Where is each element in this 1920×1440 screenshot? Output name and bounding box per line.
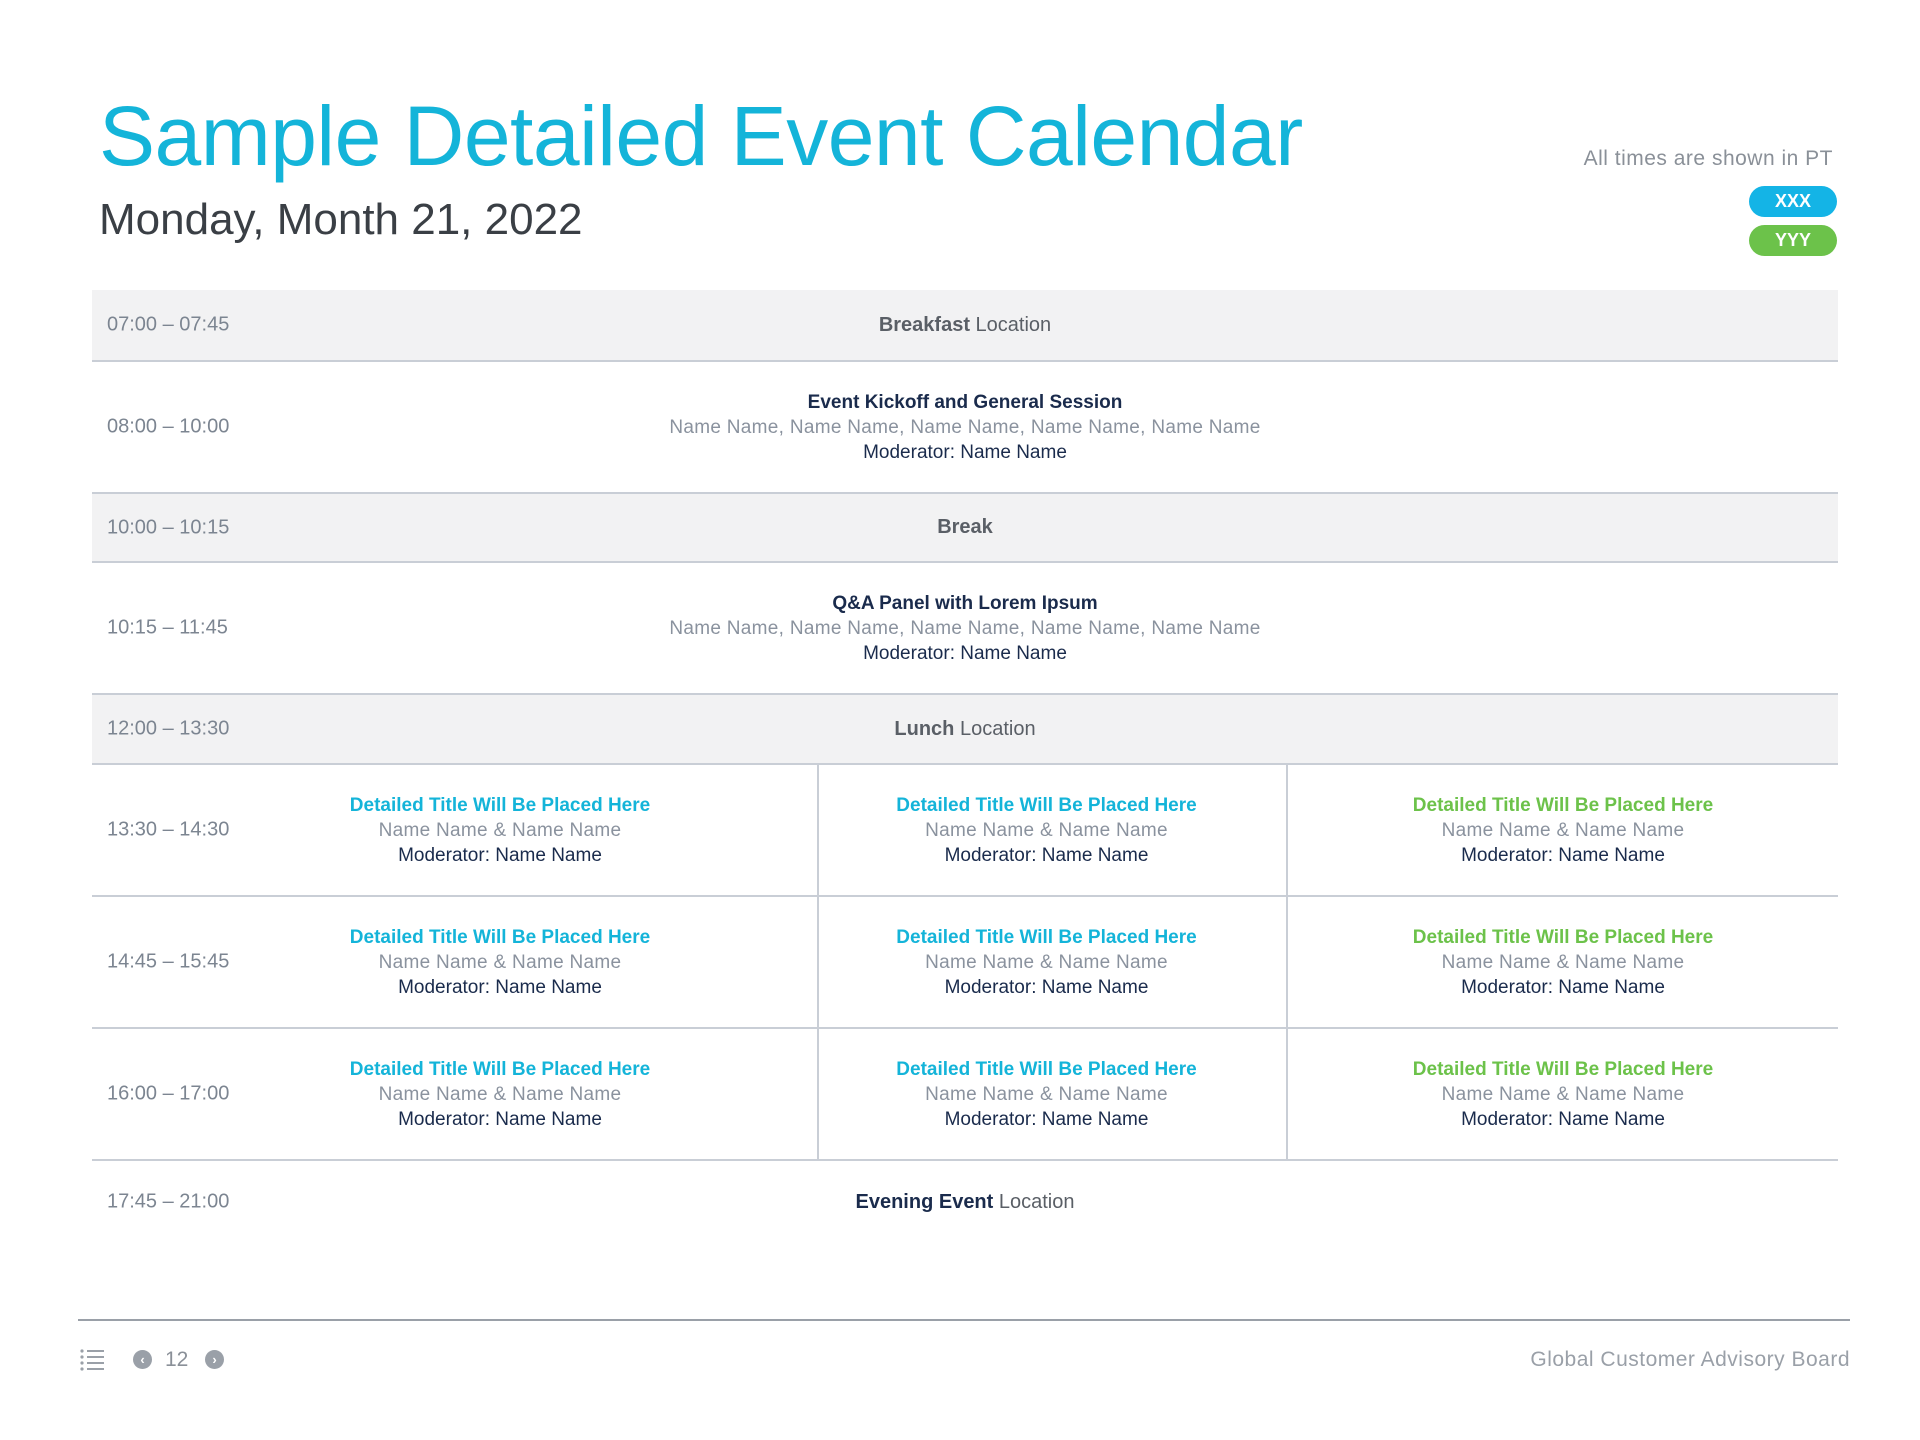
- chevron-left-icon[interactable]: ‹: [133, 1350, 152, 1369]
- session-moderator: Moderator: Name Name: [863, 441, 1067, 463]
- session-moderator: Moderator: Name Name: [944, 844, 1149, 866]
- session-moderator: Moderator: Name Name: [398, 976, 602, 998]
- session-title: Detailed Title Will Be Placed Here: [1412, 794, 1714, 816]
- session-title: Q&A Panel with Lorem Ipsum: [832, 592, 1098, 614]
- schedule-row-qa: [92, 563, 1838, 695]
- session-speakers: Name Name & Name Name: [925, 819, 1168, 841]
- session-block: [92, 591, 1838, 666]
- schedule-row-breakfast: [92, 290, 1838, 362]
- legend-badge-yyy: YYY: [1749, 225, 1837, 256]
- schedule-row-kickoff: [92, 362, 1838, 494]
- footer-brand: Global Customer Advisory Board: [1530, 1348, 1850, 1371]
- session-speakers: Name Name & Name Name: [1441, 1083, 1685, 1105]
- breakout-columns: [92, 1029, 1838, 1159]
- session-moderator: Moderator: Name Name: [944, 1108, 1149, 1130]
- session-speakers: Name Name & Name Name: [1441, 819, 1685, 841]
- breakout-session: [320, 897, 680, 1027]
- event-location: Location: [970, 313, 1052, 336]
- session-title: Event Kickoff and General Session: [807, 391, 1123, 413]
- event-name: Breakfast: [878, 313, 970, 336]
- breakout-session: [320, 765, 680, 895]
- session-title: Detailed Title Will Be Placed Here: [349, 794, 651, 816]
- breakout-session: [1288, 897, 1838, 1027]
- session-moderator: Moderator: Name Name: [398, 1108, 602, 1130]
- session-title: Detailed Title Will Be Placed Here: [1412, 1058, 1714, 1080]
- session-moderator: Moderator: Name Name: [1461, 1108, 1665, 1130]
- session-block: [92, 390, 1838, 465]
- time-slot: 14:45 – 15:45: [107, 950, 230, 973]
- row-content: [92, 515, 1838, 540]
- breakout-session: [1288, 765, 1838, 895]
- event-location: Location: [993, 1190, 1075, 1213]
- session-speakers: Name Name & Name Name: [1441, 951, 1685, 973]
- session-title: Detailed Title Will Be Placed Here: [349, 1058, 651, 1080]
- row-content: [92, 1190, 1838, 1215]
- time-slot: 08:00 – 10:00: [107, 415, 230, 438]
- session-title: Detailed Title Will Be Placed Here: [1412, 926, 1714, 948]
- time-slot: 13:30 – 14:30: [107, 818, 230, 841]
- breakout-session: [819, 765, 1274, 895]
- row-content: [92, 717, 1838, 742]
- time-slot: 17:45 – 21:00: [107, 1190, 230, 1213]
- breakout-session: [819, 897, 1274, 1027]
- menu-list-icon[interactable]: [79, 1348, 105, 1372]
- event-name: Evening Event: [855, 1190, 994, 1213]
- session-speakers: Name Name & Name Name: [925, 1083, 1168, 1105]
- event-date: Monday, Month 21, 2022: [99, 195, 583, 244]
- time-slot: 12:00 – 13:30: [107, 717, 230, 740]
- schedule-row-breakout-2: [92, 897, 1838, 1029]
- schedule-row-break: [92, 494, 1838, 563]
- session-moderator: Moderator: Name Name: [1461, 976, 1665, 998]
- session-title: Detailed Title Will Be Placed Here: [349, 926, 651, 948]
- session-title: Detailed Title Will Be Placed Here: [896, 1058, 1197, 1080]
- footer: [0, 1342, 1920, 1378]
- page-title: Sample Detailed Event Calendar: [99, 89, 1303, 183]
- time-slot: 10:00 – 10:15: [107, 516, 230, 538]
- session-speakers: Name Name, Name Name, Name Name, Name Name, Name Name: [669, 416, 1261, 438]
- breakout-session: [320, 1029, 680, 1159]
- event-location: Location: [954, 717, 1036, 740]
- schedule-row-evening: [92, 1161, 1838, 1243]
- timezone-note: All times are shown in PT: [1583, 147, 1833, 170]
- schedule-table: [92, 290, 1838, 1243]
- time-slot: 16:00 – 17:00: [107, 1082, 230, 1105]
- page-number: 12: [165, 1348, 189, 1371]
- legend-badge-xxx: XXX: [1749, 186, 1837, 217]
- row-content: [92, 313, 1838, 338]
- time-slot: 10:15 – 11:45: [107, 616, 228, 639]
- schedule-row-breakout-1: [92, 765, 1838, 897]
- breakout-session: [819, 1029, 1274, 1159]
- schedule-row-lunch: [92, 695, 1838, 765]
- session-moderator: Moderator: Name Name: [1461, 844, 1665, 866]
- session-title: Detailed Title Will Be Placed Here: [896, 926, 1197, 948]
- event-name: Lunch: [894, 717, 955, 740]
- session-speakers: Name Name & Name Name: [378, 819, 622, 841]
- time-slot: 07:00 – 07:45: [107, 313, 230, 336]
- session-moderator: Moderator: Name Name: [863, 642, 1067, 664]
- breakout-session: [1288, 1029, 1838, 1159]
- breakout-columns: [92, 765, 1838, 895]
- breakout-columns: [92, 897, 1838, 1027]
- session-moderator: Moderator: Name Name: [944, 976, 1149, 998]
- schedule-row-breakout-3: [92, 1029, 1838, 1161]
- chevron-right-icon[interactable]: ›: [205, 1350, 224, 1369]
- session-speakers: Name Name & Name Name: [378, 1083, 622, 1105]
- session-moderator: Moderator: Name Name: [398, 844, 602, 866]
- footer-divider: [78, 1319, 1850, 1321]
- session-speakers: Name Name, Name Name, Name Name, Name Name, Name Name: [669, 617, 1261, 639]
- session-title: Detailed Title Will Be Placed Here: [896, 794, 1197, 816]
- session-speakers: Name Name & Name Name: [925, 951, 1168, 973]
- session-speakers: Name Name & Name Name: [378, 951, 622, 973]
- event-name: Break: [937, 516, 993, 538]
